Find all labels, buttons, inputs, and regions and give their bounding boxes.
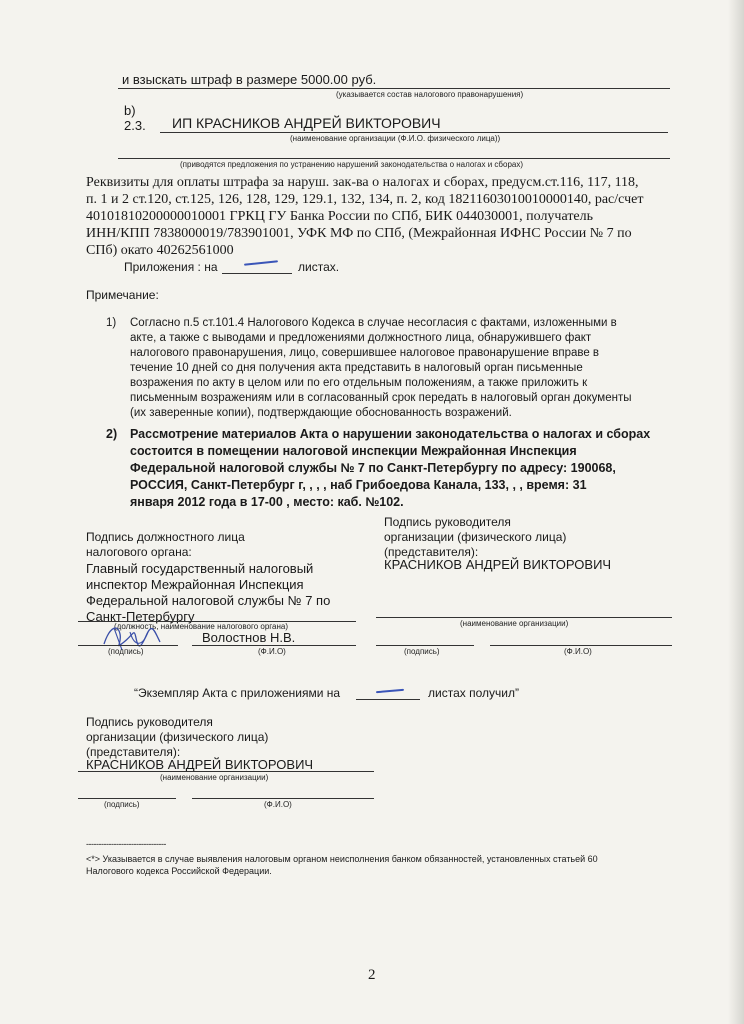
official-position: Федеральной налоговой службы № 7 по [86,593,331,608]
caption-fio: (Ф.И.О) [264,800,292,809]
note1-line: (их заверенные копии), подтверждающие обоснованность возражений. [130,407,512,419]
official-position: Главный государственный налоговый [86,561,314,576]
caption-signature: (подпись) [404,647,440,656]
note1-line: Согласно п.5 ст.101.4 Налогового Кодекса в случае несогласия с фактами, изложенными в [130,317,617,329]
note1-number: 1) [106,317,117,329]
rule [78,771,374,772]
signature-line [78,798,176,799]
left-sign-label: Подпись должностного лица [86,530,245,544]
representative-name: КРАСНИКОВ АНДРЕЙ ВИКТОРОВИЧ [384,557,612,572]
rule [118,88,670,89]
note-title: Примечание: [86,288,159,302]
item-b: b) [124,103,136,118]
note1-line: письменным возражениям или в согласованный срок передать в налоговый орган документы [130,392,632,404]
caption-fio: (Ф.И.О) [564,647,592,656]
official-position: инспектор Межрайонная Инспекция [86,577,304,592]
left-sign-label: налогового органа: [86,545,192,559]
official-name: Волостнов Н.В. [202,630,296,645]
bottom-sign-label: организации (физического лица) [86,730,269,744]
footnote-line: Налогового кодекса Российской Федерации. [86,866,272,876]
note1-line: акте, а также с выводами и предложениями должностного лица, обнаружившего факт [130,332,592,344]
org-name: ИП КРАСНИКОВ АНДРЕЙ ВИКТОРОВИЧ [172,115,441,131]
attachments-blank [222,273,292,274]
payment-line: ИНН/КПП 7838000019/783901001, УФК МФ по СПб, (Межрайонная ИФНС России № 7 по [86,226,632,241]
signature-line [78,645,178,646]
org-caption: (наименование организации (Ф.И.О. физического лица)) [290,134,501,143]
rule [376,617,672,618]
page-edge-shadow [728,0,744,1024]
note2-number: 2) [106,427,118,441]
payment-line: п. 1 и 2 ст.120, ст.125, 126, 128, 129, 129.1, 132, 134, п. 2, код 18211603010010000140, рас/счет [86,192,644,207]
rule [490,645,672,646]
payment-line: Реквизиты для оплаты штрафа за наруш. зак-ва о налогах и сборах, предусм.ст.116, 117, 118, [86,175,639,190]
footnote-rule: -------------------------------- [86,839,166,849]
rule [192,645,356,646]
signature-line [376,645,474,646]
caption-signature: (подпись) [104,800,140,809]
copy-received-prefix: “Экземпляр Акта с приложениями на [134,686,341,700]
note1-line: течение 10 дней со дня получения акта представить в налоговый орган письменные [130,362,583,374]
caption-fio: (Ф.И.О) [258,647,286,656]
note2-line: Федеральной налоговой службы № 7 по Санкт-Петербургу по адресу: 190068, [130,461,616,475]
right-sign-label: (представителя): [384,545,479,559]
note1-line: налогового правонарушения, лицо, совершившее налоговое правонарушение вправе в [130,347,600,359]
caption-org-name: (наименование организации) [160,773,269,782]
pen-dash [376,689,404,693]
bottom-representative-name: КРАСНИКОВ АНДРЕЙ ВИКТОРОВИЧ [86,757,314,772]
note2-line: состоится в помещении налоговой инспекции Межрайонная Инспекция [130,444,577,458]
note1-line: возражения по акту в целом или по его отдельным положениям, а также приложить к [130,377,588,389]
bottom-sign-label: (представителя): [86,745,181,759]
footnote-line: <*> Указывается в случае выявления налоговым органом неисполнения банком обязанностей, установленных статьей 60 [86,854,598,864]
rule [118,158,670,159]
page-number: 2 [368,967,376,983]
attachments-suffix: листах. [298,260,340,274]
payment-line: СПб) окато 40262561000 [86,243,234,258]
note2-line: Рассмотрение материалов Акта о нарушении законодательства о налогах и сборах [130,427,651,441]
bottom-sign-label: Подпись руководителя [86,715,213,729]
rule [192,798,374,799]
attachments-label: Приложения : на [124,260,218,274]
right-sign-label: Подпись руководителя [384,515,511,529]
position-caption: (должность, наименование налогового органа) [114,622,288,631]
caption-org-name: (наименование организации) [460,619,569,628]
copy-received-suffix: листах получил” [428,686,519,700]
rule [160,132,668,133]
right-sign-label: организации (физического лица) [384,530,567,544]
fine-caption: (указывается состав налогового правонарушения) [336,90,524,99]
caption-signature: (подпись) [108,647,144,656]
copy-pages-blank [356,699,420,700]
payment-line: 40101810200000010001 ГРКЦ ГУ Банка России по СПб, БИК 044030001, получатель [86,209,594,224]
pen-dash [244,260,278,266]
note2-line: января 2012 года в 17-00 , место: каб. №102. [130,495,404,509]
item-23: 2.3. [124,118,146,133]
note2-line: РОССИЯ, Санкт-Петербург г, , , , наб Грибоедова Канала, 133, , , время: 31 [130,478,587,492]
official-position: Санкт-Петербургу [86,609,195,624]
fine-line: и взыскать штраф в размере 5000.00 руб. [122,72,377,87]
proposals-caption: (приводятся предложения по устранению нарушений законодательства о налогах и сборах) [180,160,524,169]
